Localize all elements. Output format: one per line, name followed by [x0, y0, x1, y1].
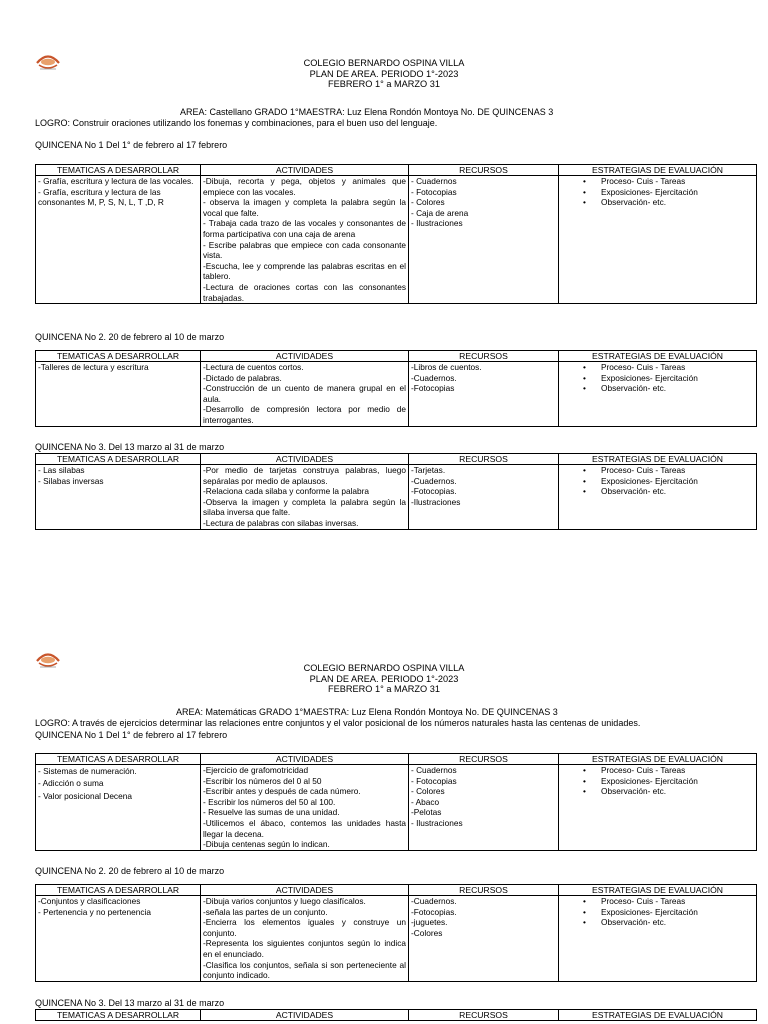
recurso-item: - Cuadernos — [411, 765, 457, 775]
quincena-title: QUINCENA No 2. 20 de febrero al 10 de marzo — [35, 866, 225, 876]
evaluacion-item: • Proceso- Cuis - Tareas — [583, 362, 754, 373]
actividad-item: -Dibuja, recorta y pega, objetos y animales que empiece con las vocales. — [203, 176, 406, 197]
document-header — [0, 663, 768, 695]
header-evaluacion: ESTRATEGIAS DE EVALUACIÓN — [559, 754, 757, 765]
actividad-item: -Escucha, lee y comprende las palabras escritas en el tablero. — [203, 260, 406, 282]
actividad-item: -Encierra los elementos iguales y construye un conjunto. — [203, 917, 406, 938]
evaluacion-item: • Exposiciones- Ejercitación — [583, 187, 754, 198]
actividad-item: -Escribir antes y después de cada número. — [203, 786, 361, 797]
area-line: AREA: Matemáticas GRADO 1°MAESTRA: Luz Elena Rondón Montoya No. DE QUINCENAS 3 — [176, 707, 558, 717]
evaluacion-cell — [559, 896, 757, 982]
recurso-item: -Libros de cuentos. — [411, 362, 482, 372]
actividad-item: -Dibuja centenas según lo indican. — [203, 839, 330, 850]
tema-item: -Conjuntos y clasificaciones — [38, 896, 141, 906]
recurso-item: - Caja de arena — [411, 207, 469, 218]
recurso-item: - Ilustraciones — [411, 218, 463, 229]
tema-item: - Grafía, escritura y lectura de las consonantes M, P, S, N, L, T ,D, R — [38, 186, 164, 208]
recurso-item: - Fotocopias — [411, 775, 457, 786]
recurso-item: - Abaco — [411, 796, 440, 807]
quincena-title: QUINCENA No 3. Del 13 marzo al 31 de marzo — [35, 442, 225, 452]
actividad-item: -Utilicemos el ábaco, contemos las unidades hasta llegar la decena. — [203, 817, 406, 839]
actividad-item: -Observa la imagen y completa la palabra según la silaba inversa que falte. — [203, 496, 406, 518]
header-temas: TEMATICAS A DESARROLLAR — [36, 165, 201, 176]
actividad-item: -señala las partes de un conjunto. — [203, 906, 328, 917]
actividad-item: -Construcción de un cuento de manera grupal en el aula. — [203, 383, 406, 404]
table-row — [36, 765, 757, 851]
evaluacion-item: • Observación- etc. — [583, 486, 754, 497]
actividad-item: -Representa los siguientes conjuntos según lo indica en el enunciado. — [203, 938, 406, 959]
temas-cell — [36, 765, 201, 851]
table-row — [36, 896, 757, 982]
evaluacion-item: • Exposiciones- Ejercitación — [583, 776, 754, 787]
logro-line: LOGRO: Construir oraciones utilizando los fonemas y combinaciones, para el buen uso del lenguaje. — [35, 118, 438, 128]
recurso-item: -Cuadernos. — [411, 896, 457, 906]
header-temas: TEMATICAS A DESARROLLAR — [36, 1010, 201, 1021]
evaluacion-item: • Proceso- Cuis - Tareas — [583, 465, 754, 476]
recurso-item: -juguetes. — [411, 917, 448, 928]
quincena-table — [35, 884, 757, 982]
actividad-item: -Dibuja varios conjuntos y luego clasifícalos. — [203, 896, 366, 906]
quincena-table — [35, 753, 757, 851]
plan-title: PLAN DE AREA. PERIODO 1°-2023 — [309, 68, 459, 79]
evaluacion-item: • Observación- etc. — [583, 383, 754, 394]
header-actividades: ACTIVIDADES — [201, 1010, 409, 1021]
actividad-item: - observa la imagen y completa la palabra según la vocal que falte. — [203, 197, 406, 218]
actividad-item: -Lectura de cuentos cortos. — [203, 362, 304, 372]
evaluacion-item: • Proceso- Cuis - Tareas — [583, 896, 754, 907]
header-recursos: RECURSOS — [409, 754, 559, 765]
recurso-item: -Tarjetas. — [411, 465, 446, 475]
actividad-item: -Ejercicio de grafomotricidad — [203, 765, 309, 775]
actividad-item: -Por medio de tarjetas construya palabras, luego sepáralas por medio de aplausos. — [203, 465, 406, 486]
quincena-title: QUINCENA No 1 Del 1° de febrero al 17 febrero — [35, 140, 228, 150]
temas-cell — [36, 896, 201, 982]
header-recursos: RECURSOS — [409, 885, 559, 896]
recurso-item: - Fotocopias — [411, 186, 457, 197]
actividades-cell — [201, 765, 409, 851]
plan-dates: FEBRERO 1° a MARZO 31 — [328, 79, 440, 89]
recurso-item: -Fotocopias. — [411, 486, 457, 497]
recurso-item: -Cuadernos. — [411, 475, 457, 486]
recurso-item: -Pelotas — [411, 807, 442, 818]
header-evaluacion: ESTRATEGIAS DE EVALUACIÓN — [559, 351, 757, 362]
recurso-item: -Fotocopias — [411, 383, 455, 394]
header-recursos: RECURSOS — [409, 165, 559, 176]
actividad-item: -Clasifica los conjuntos, señala si son perteneciente al conjunto indicado. — [203, 959, 406, 981]
evaluacion-cell — [559, 765, 757, 851]
actividad-item: - Escribe palabras que empiece con cada consonante vista. — [203, 239, 406, 261]
actividad-item: -Escribir los números del 0 al 50 — [203, 775, 322, 786]
school-name: COLEGIO BERNARDO OSPINA VILLA — [303, 663, 465, 673]
actividad-item: -Relaciona cada silaba y conforme la palabra — [203, 486, 370, 497]
actividades-cell — [201, 896, 409, 982]
school-name: COLEGIO BERNARDO OSPINA VILLA — [303, 58, 465, 68]
quincena-title: QUINCENA No 3. Del 13 marzo al 31 de marzo — [35, 998, 225, 1008]
actividad-item: - Resuelve las sumas de una unidad. — [203, 807, 340, 818]
tema-item: - Adicción o suma — [38, 778, 104, 789]
quincena-title: QUINCENA No 2. 20 de febrero al 10 de marzo — [35, 332, 225, 342]
header-actividades: ACTIVIDADES — [201, 351, 409, 362]
recursos-cell — [409, 765, 559, 851]
header-actividades: ACTIVIDADES — [201, 885, 409, 896]
evaluacion-item: • Proceso- Cuis - Tareas — [583, 765, 754, 776]
recursos-cell — [409, 896, 559, 982]
actividad-item: -Lectura de palabras con silabas inversas. — [203, 517, 359, 528]
actividad-item: -Desarrollo de compresión lectora por medio de interrogantes. — [203, 404, 406, 425]
evaluacion-item: • Observación- etc. — [583, 197, 754, 208]
header-recursos: RECURSOS — [409, 351, 559, 362]
recurso-item: -Cuadernos. — [411, 372, 457, 383]
quincena-table — [35, 1009, 757, 1021]
recurso-item: - Colores — [411, 197, 445, 208]
recurso-item: - Colores — [411, 786, 445, 797]
header-evaluacion: ESTRATEGIAS DE EVALUACIÓN — [559, 1010, 757, 1021]
tema-item: -Talleres de lectura y escritura — [38, 362, 149, 372]
header-temas: TEMATICAS A DESARROLLAR — [36, 351, 201, 362]
evaluacion-item: • Observación- etc. — [583, 786, 754, 797]
table-header-row — [36, 754, 757, 765]
tema-item: - Valor posicional Decena — [38, 790, 132, 801]
recurso-item: -Ilustraciones — [411, 496, 461, 507]
tema-item: - Pertenencia y no pertenencia — [38, 906, 152, 917]
evaluacion-item: • Exposiciones- Ejercitación — [583, 476, 754, 487]
actividad-item: - Trabaja cada trazo de las vocales y consonantes de forma participativa con una caja de arena — [203, 218, 406, 239]
actividad-item: - Escribir los números del 50 al 100. — [203, 796, 336, 807]
header-evaluacion: ESTRATEGIAS DE EVALUACIÓN — [559, 885, 757, 896]
logro-line: LOGRO: A través de ejercicios determinar las relaciones entre conjuntos y el valor posicional de los números naturales hasta las centenas de unidades. — [35, 718, 641, 728]
header-actividades: ACTIVIDADES — [201, 165, 409, 176]
actividad-item: -Dictado de palabras. — [203, 372, 282, 383]
header-actividades: ACTIVIDADES — [201, 754, 409, 765]
tema-item: - Silabas inversas — [38, 475, 104, 486]
header-actividades: ACTIVIDADES — [201, 454, 409, 465]
header-evaluacion: ESTRATEGIAS DE EVALUACIÓN — [559, 165, 757, 176]
evaluacion-item: • Proceso- Cuis - Tareas — [583, 176, 754, 187]
evaluacion-item: • Exposiciones- Ejercitación — [583, 907, 754, 918]
quincena-title: QUINCENA No 1 Del 1° de febrero al 17 febrero — [35, 730, 228, 740]
header-recursos: RECURSOS — [409, 1010, 559, 1021]
recurso-item: - Ilustraciones — [411, 817, 463, 828]
recurso-item: - Cuadernos — [411, 176, 457, 186]
header-temas: TEMATICAS A DESARROLLAR — [36, 885, 201, 896]
header-recursos: RECURSOS — [409, 454, 559, 465]
plan-title: PLAN DE AREA. PERIODO 1°-2023 — [309, 673, 459, 684]
tema-item: - Grafía, escritura y lectura de las vocales. — [38, 176, 194, 186]
actividad-item: -Lectura de oraciones cortas con las consonantes trabajadas. — [203, 281, 406, 303]
recurso-item: -Colores — [411, 927, 443, 938]
table-header-row — [36, 1010, 757, 1021]
header-temas: TEMATICAS A DESARROLLAR — [36, 454, 201, 465]
tema-item: - Las silabas — [38, 465, 85, 475]
evaluacion-item: • Observación- etc. — [583, 917, 754, 928]
area-line: AREA: Castellano GRADO 1°MAESTRA: Luz Elena Rondón Montoya No. DE QUINCENAS 3 — [180, 107, 554, 117]
table-header-row — [36, 885, 757, 896]
header-temas: TEMATICAS A DESARROLLAR — [36, 754, 201, 765]
recurso-item: -Fotocopias. — [411, 906, 457, 917]
evaluacion-item: • Exposiciones- Ejercitación — [583, 373, 754, 384]
plan-dates: FEBRERO 1° a MARZO 31 — [328, 684, 440, 694]
header-evaluacion: ESTRATEGIAS DE EVALUACIÓN — [559, 454, 757, 465]
tema-item: - Sistemas de numeración. — [38, 766, 137, 776]
